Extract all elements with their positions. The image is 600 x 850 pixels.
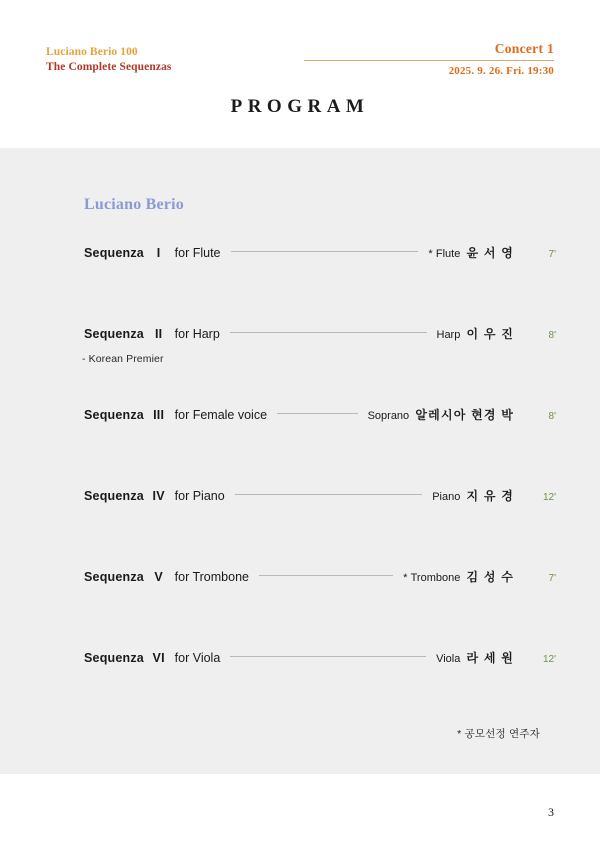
- performer-block: [437, 325, 515, 342]
- page-number: 3: [548, 805, 554, 819]
- leader-line: [259, 575, 393, 577]
- work-numeral: VI: [152, 651, 165, 665]
- footnote: * 공모선정 연주자: [457, 728, 540, 740]
- work-duration: 8': [548, 411, 556, 422]
- performer-block: [403, 568, 514, 585]
- performer-block: [428, 244, 514, 261]
- work-title-text: Sequenza: [84, 246, 144, 260]
- performer-name: 알레시아 현경 박: [415, 408, 514, 422]
- work-title: [84, 651, 170, 665]
- work-instrumentation: for Trombone: [174, 570, 249, 584]
- work-numeral: IV: [152, 489, 165, 503]
- work-title-text: Sequenza: [84, 489, 144, 503]
- work-numeral: II: [154, 327, 163, 341]
- works-list: [0, 234, 600, 720]
- performer-instrument: Harp: [436, 329, 461, 341]
- work-row: [84, 325, 556, 342]
- work-duration: 12': [542, 492, 556, 503]
- star-marker: *: [428, 248, 433, 260]
- program-panel: [0, 148, 600, 774]
- leader-line: [231, 251, 419, 253]
- performer-name: 라 세 원: [466, 651, 514, 665]
- performer-instrument: Trombone: [410, 572, 461, 584]
- list-item: [0, 477, 600, 558]
- brand-block: [46, 45, 172, 75]
- work-title: [84, 570, 170, 584]
- list-item: [0, 639, 600, 720]
- list-item: [0, 315, 600, 396]
- performer-instrument: Flute: [435, 248, 461, 260]
- work-title: [84, 246, 170, 260]
- work-numeral: I: [156, 246, 161, 260]
- work-row: [84, 406, 556, 423]
- work-duration: 8': [548, 330, 556, 341]
- concert-date: 2025. 9. 26. Fri. 19:30: [448, 65, 554, 77]
- work-duration: 7': [548, 573, 556, 584]
- work-note: - Korean Premier: [82, 353, 164, 365]
- performer-instrument: Soprano: [367, 410, 410, 422]
- list-item: [0, 396, 600, 477]
- leader-line: [235, 494, 423, 496]
- list-item: [0, 558, 600, 639]
- work-title-text: Sequenza: [84, 651, 144, 665]
- concert-block: [304, 40, 554, 78]
- leader-line: [230, 332, 427, 334]
- performer-name: 김 성 수: [466, 570, 514, 584]
- work-title: [84, 489, 170, 503]
- performer-block: [436, 649, 514, 666]
- work-row: [84, 568, 556, 585]
- leader-line: [230, 656, 426, 658]
- work-title-text: Sequenza: [84, 408, 144, 422]
- performer-instrument: Viola: [436, 653, 461, 665]
- work-row: [84, 244, 556, 261]
- work-instrumentation: for Harp: [174, 327, 220, 341]
- list-item: [0, 234, 600, 315]
- star-marker: *: [403, 572, 408, 584]
- performer-name: 지 유 경: [466, 489, 514, 503]
- performer-block: [368, 406, 514, 423]
- work-instrumentation: for Female voice: [174, 408, 268, 422]
- leader-line: [277, 413, 358, 415]
- page-header: [0, 0, 600, 148]
- concert-divider: [304, 60, 554, 61]
- performer-name: 이 우 진: [466, 327, 514, 341]
- brand-line-1: Luciano Berio 100: [46, 46, 138, 58]
- work-title-text: Sequenza: [84, 570, 144, 584]
- performer-name: 윤 서 영: [466, 246, 514, 260]
- work-numeral: V: [154, 570, 163, 584]
- work-title-text: Sequenza: [84, 327, 144, 341]
- work-instrumentation: for Viola: [174, 651, 221, 665]
- work-duration: 7': [548, 249, 556, 260]
- page-title: PROGRAM: [230, 96, 370, 117]
- concert-title: Concert 1: [494, 41, 554, 56]
- work-row: [84, 487, 556, 504]
- performer-block: [432, 487, 514, 504]
- work-instrumentation: for Flute: [174, 246, 221, 260]
- composer-name: Luciano Berio: [84, 196, 184, 213]
- work-numeral: III: [153, 408, 165, 422]
- work-title: [84, 327, 170, 341]
- brand-line-2: The Complete Sequenzas: [46, 61, 172, 73]
- work-row: [84, 649, 556, 666]
- work-title: [84, 408, 170, 422]
- work-duration: 12': [542, 654, 556, 665]
- performer-instrument: Piano: [432, 491, 461, 503]
- work-instrumentation: for Piano: [174, 489, 225, 503]
